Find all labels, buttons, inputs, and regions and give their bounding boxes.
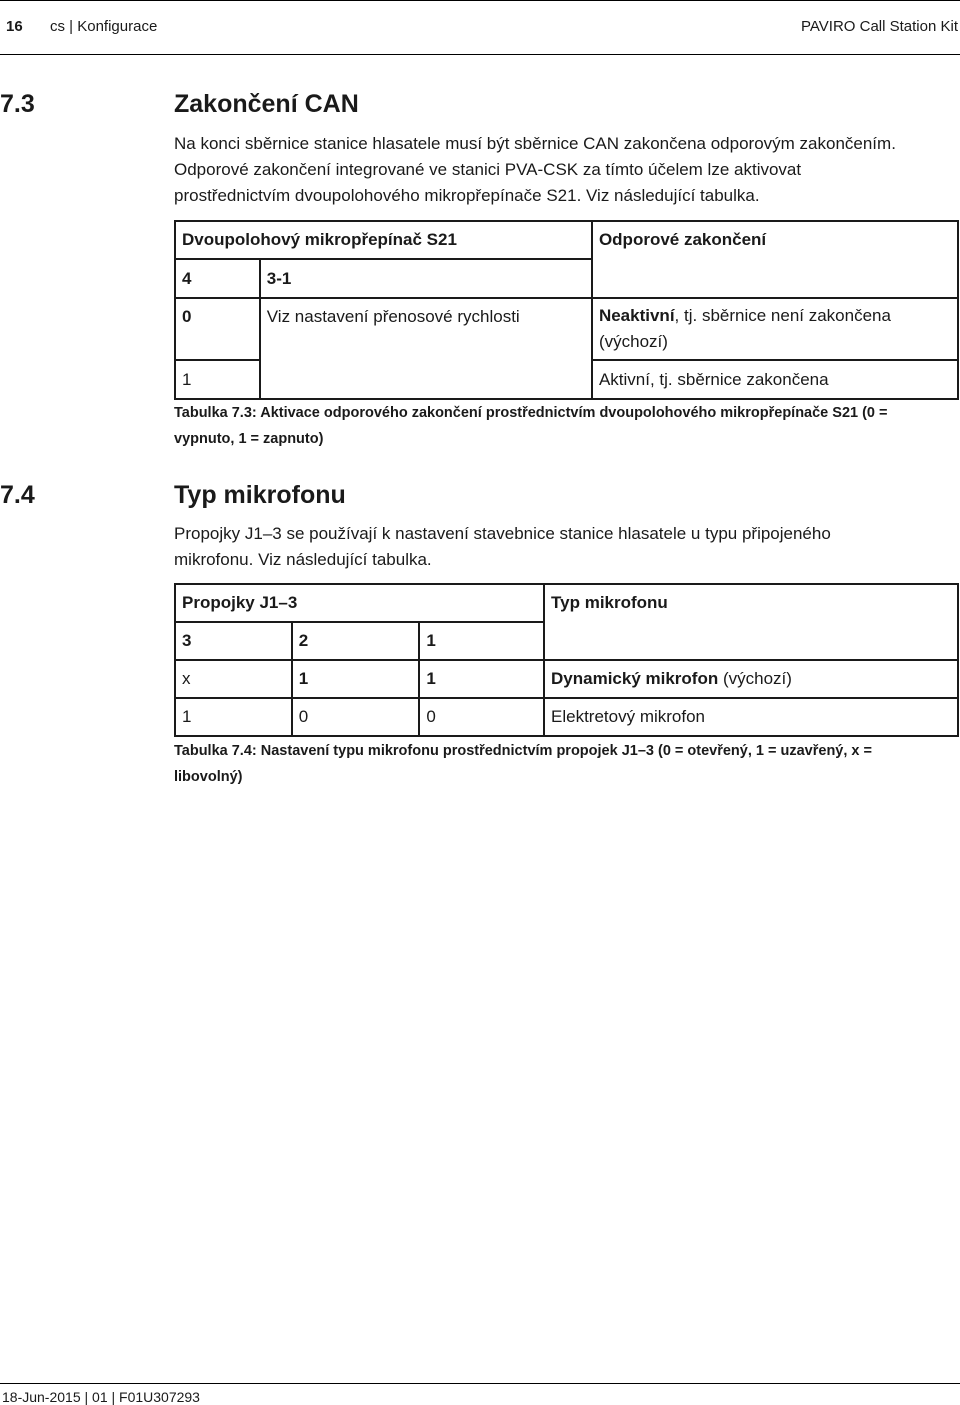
mic-type-name: Dynamický mikrofon [551,669,719,688]
section-73-number: 7.3 [0,90,35,118]
paragraph-line: Na konci sběrnice stanice hlasatele musí být sběrnice CAN zakončena odporovým zakončením. [174,134,896,153]
table-header-switch: Dvoupolohový mikropřepínač S21 [175,221,592,259]
table-subheader-3: 3 [175,622,292,660]
table-cell-j3: x [175,660,292,698]
mic-type-detail: Elektretový mikrofon [551,707,706,726]
section-74-paragraph [174,521,954,573]
table-cell-termination [592,298,958,360]
table-header-jumpers: Propojky J1–3 [175,584,544,622]
table-subheader-1: 1 [419,622,544,660]
header-section: cs | Konfigurace [50,18,158,35]
caption-line: vypnuto, 1 = zapnuto) [174,431,324,447]
header-divider [0,54,960,55]
section-73-paragraph [174,131,954,209]
table-cell-switch-note: Viz nastavení přenosové rychlosti [260,298,592,399]
table-cell-termination: Aktivní, tj. sběrnice zakončena [592,360,958,399]
table-7-4-caption [174,738,944,790]
table-header-termination: Odporové zakončení [592,221,958,298]
table-cell-value: 0 [175,298,260,360]
mic-type-default: (výchozí) [718,669,792,688]
paragraph-line: Odporové zakončení integrované ve stanici PVA-CSK za tímto účelem lze aktivovat [174,160,802,179]
caption-line: Tabulka 7.4: Nastavení typu mikrofonu prostřednictvím propojek J1–3 (0 = otevřený, 1 = uzavřený, x = [174,743,872,759]
table-subheader-4: 4 [175,259,260,298]
termination-detail: , tj. sběrnice není zakončena [674,306,891,325]
table-cell-j1: 1 [419,660,544,698]
table-7-3-caption [174,400,944,452]
table-cell-mic-type [544,660,958,698]
footer-rule [0,1383,960,1384]
table-7-3 [174,220,959,400]
table-cell-value: 1 [175,360,260,399]
caption-line: Tabulka 7.3: Aktivace odporového zakončení prostřednictvím dvoupolohového mikropřepínače S21 (0 = [174,405,888,421]
header-product: PAVIRO Call Station Kit [800,18,958,35]
table-cell-j2: 1 [292,660,420,698]
termination-state: Neaktivní [598,306,675,325]
footer-info: 18-Jun-2015 | 01 | F01U307293 [2,1389,200,1405]
paragraph-line: Propojky J1–3 se používají k nastavení stavebnice stanice hlasatele u typu připojeného [174,524,831,543]
table-header-mic-type: Typ mikrofonu [544,584,958,660]
table-cell-mic-type [544,698,958,736]
paragraph-line: prostřednictvím dvoupolohového mikropřepínače S21. Viz následující tabulka. [174,186,760,205]
table-subheader-2: 2 [292,622,420,660]
section-73-title: Zakončení CAN [174,90,359,118]
termination-default: (výchozí) [598,332,668,351]
table-cell-j3: 1 [175,698,292,736]
table-7-4 [174,583,959,737]
paragraph-line: mikrofonu. Viz následující tabulka. [174,550,432,569]
section-74-number: 7.4 [0,481,35,509]
table-cell-j2: 0 [292,698,420,736]
caption-line: libovolný) [174,769,243,785]
section-74-title: Typ mikrofonu [174,481,346,509]
table-cell-j1: 0 [419,698,544,736]
header-rule [0,0,960,1]
table-subheader-3-1: 3-1 [260,259,592,298]
page-number: 16 [6,18,23,35]
